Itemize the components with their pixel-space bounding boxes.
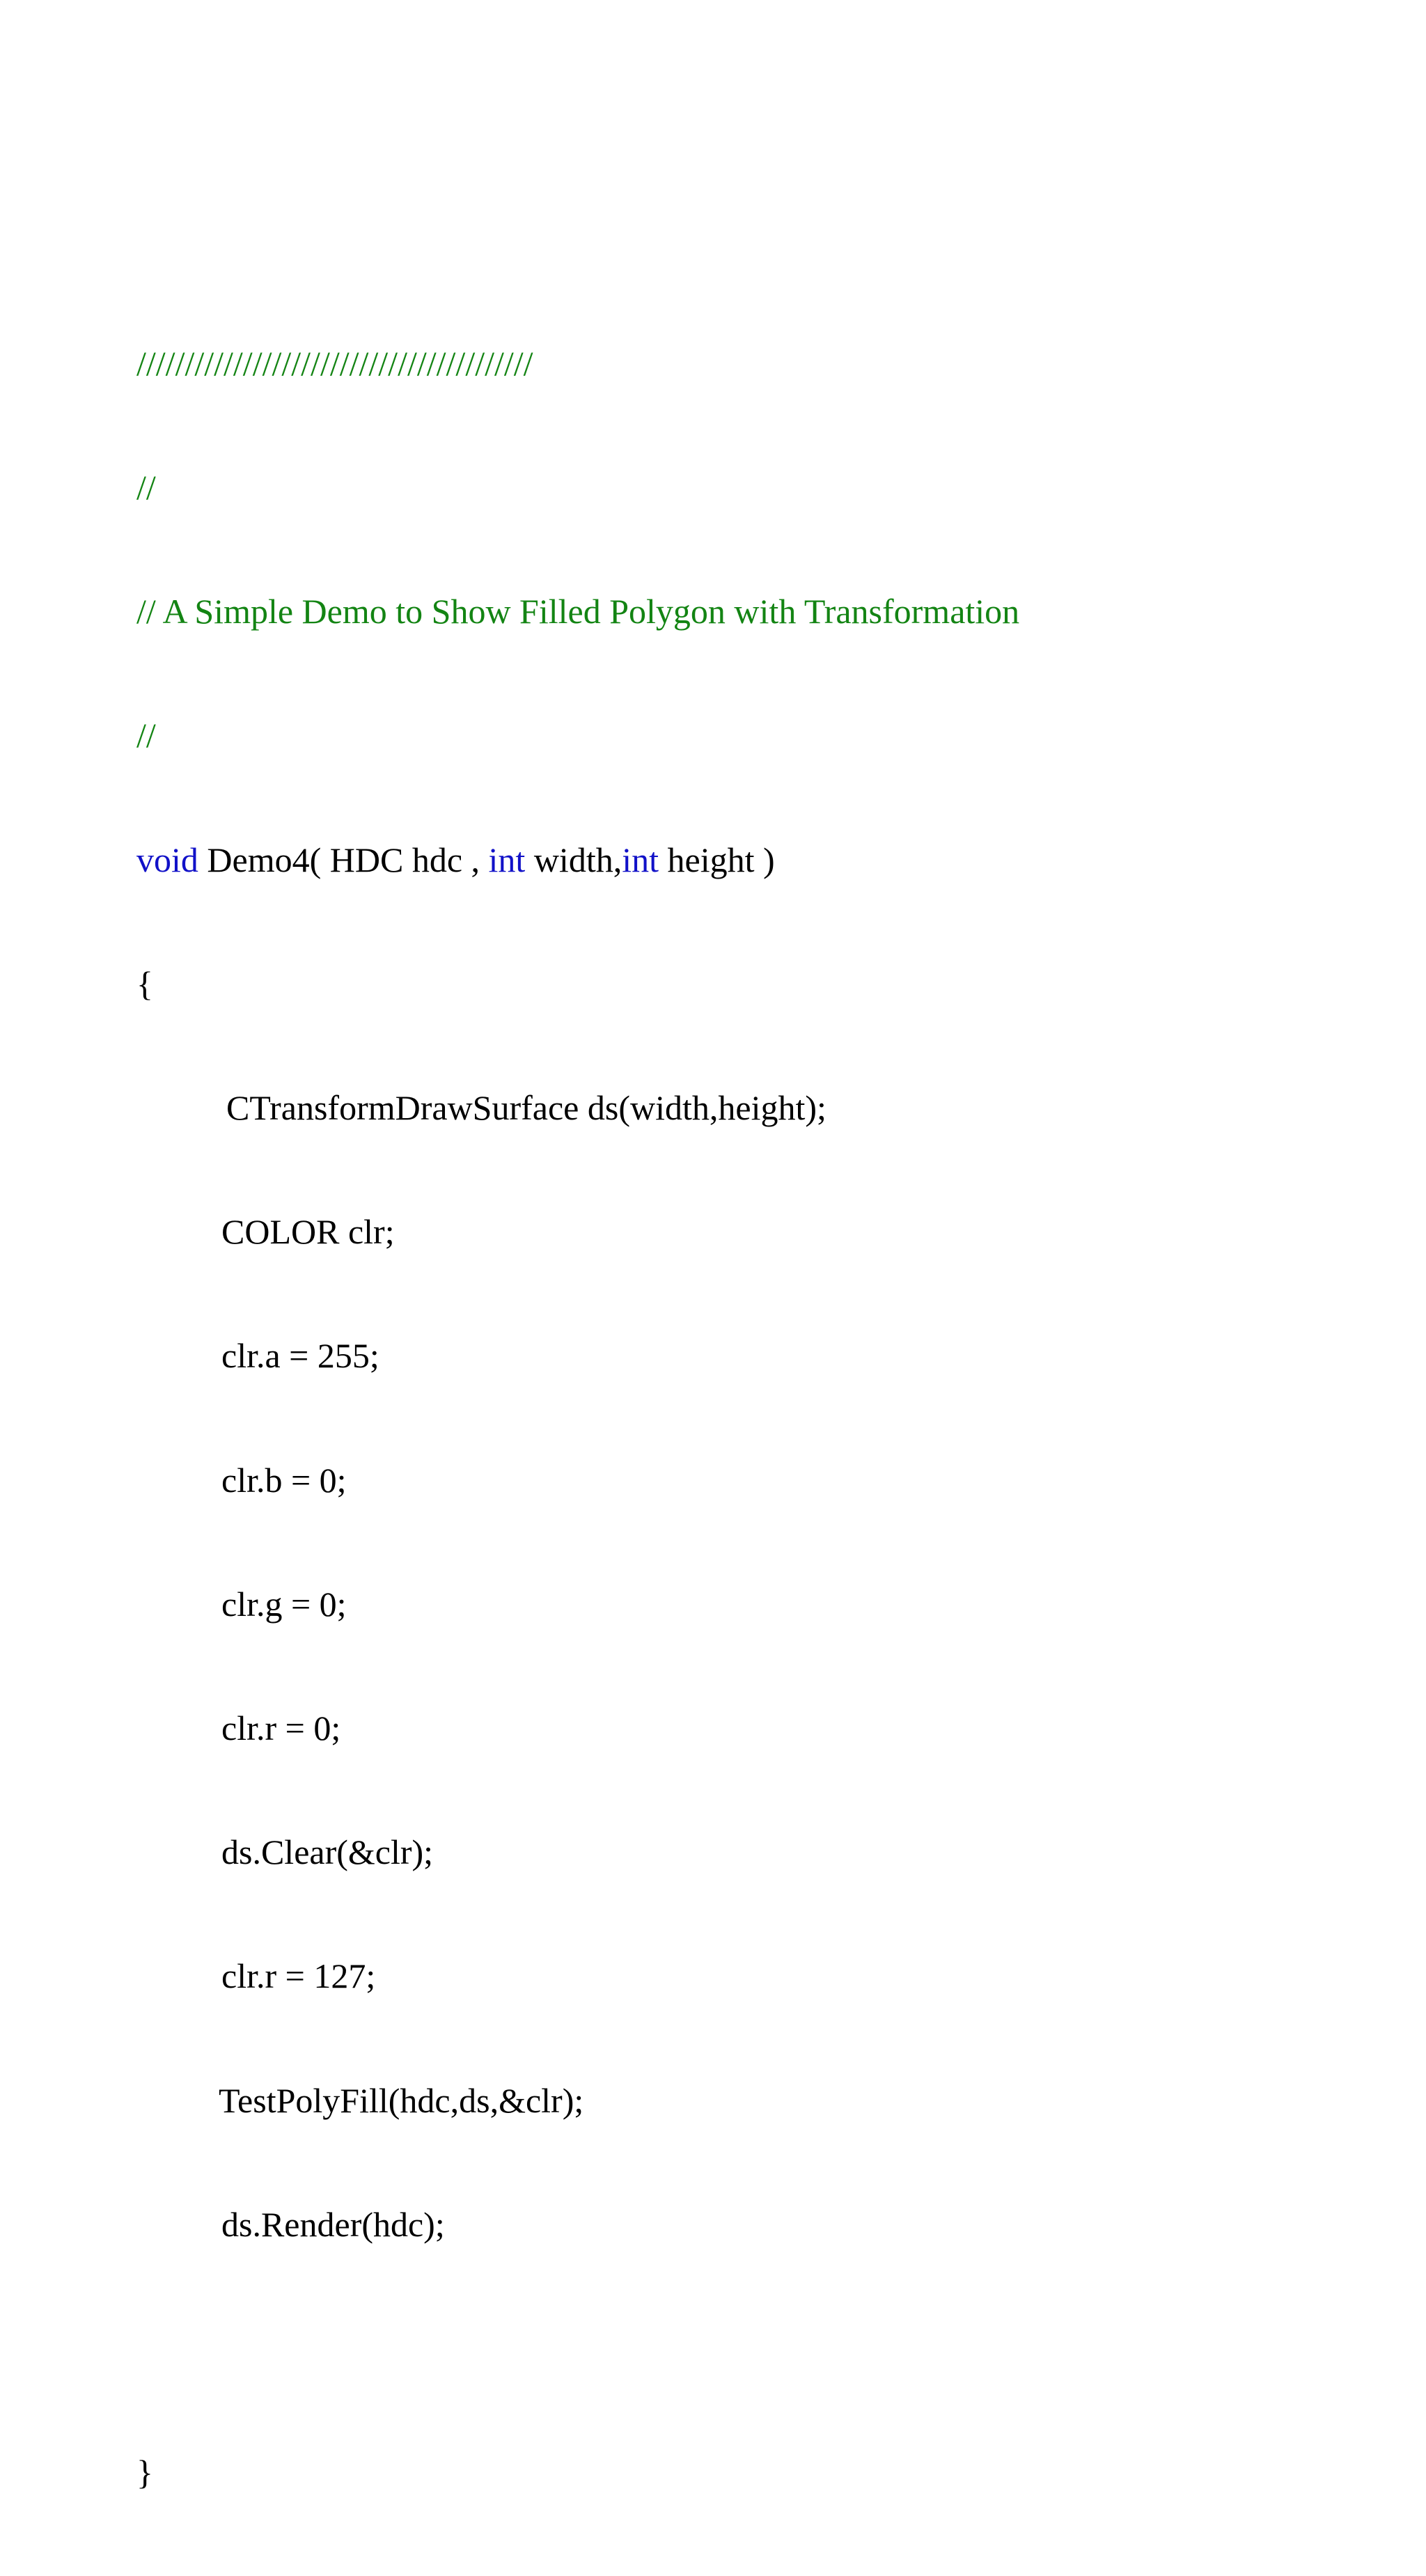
- code-line: ds.Render(hdc);: [221, 2204, 445, 2244]
- code-line: clr.r = 0;: [221, 1709, 341, 1748]
- code-line: CTransformDrawSurface ds(width,height);: [226, 1088, 826, 1128]
- comment-rule: /////////////////////////////////////////: [136, 343, 533, 383]
- code-line: COLOR clr;: [221, 1212, 395, 1252]
- function-signature: [136, 840, 1019, 881]
- close-brace: }: [136, 2453, 153, 2492]
- code-listing: [136, 260, 1019, 2576]
- code-line: TestPolyFill(hdc,ds,&clr);: [219, 2080, 584, 2120]
- open-brace: {: [136, 964, 153, 1003]
- keyword-int: int: [488, 840, 526, 879]
- code-line: clr.a = 255;: [221, 1336, 379, 1376]
- blank-line: [136, 2328, 1019, 2369]
- code-line: clr.b = 0;: [221, 1460, 347, 1500]
- code-line: clr.g = 0;: [221, 1584, 347, 1624]
- signature-part: width,: [525, 840, 622, 879]
- keyword-int: int: [622, 840, 659, 879]
- keyword-void: void: [136, 840, 198, 879]
- signature-part: Demo4( HDC hdc ,: [198, 840, 489, 879]
- comment-line-blank: //: [136, 716, 156, 755]
- signature-part: height ): [659, 840, 775, 879]
- comment-title: // A Simple Demo to Show Filled Polygon with Transformation: [136, 592, 1020, 631]
- comment-line-blank: //: [136, 468, 156, 508]
- code-line: clr.r = 127;: [221, 1956, 376, 1996]
- code-line: ds.Clear(&clr);: [221, 1832, 434, 1872]
